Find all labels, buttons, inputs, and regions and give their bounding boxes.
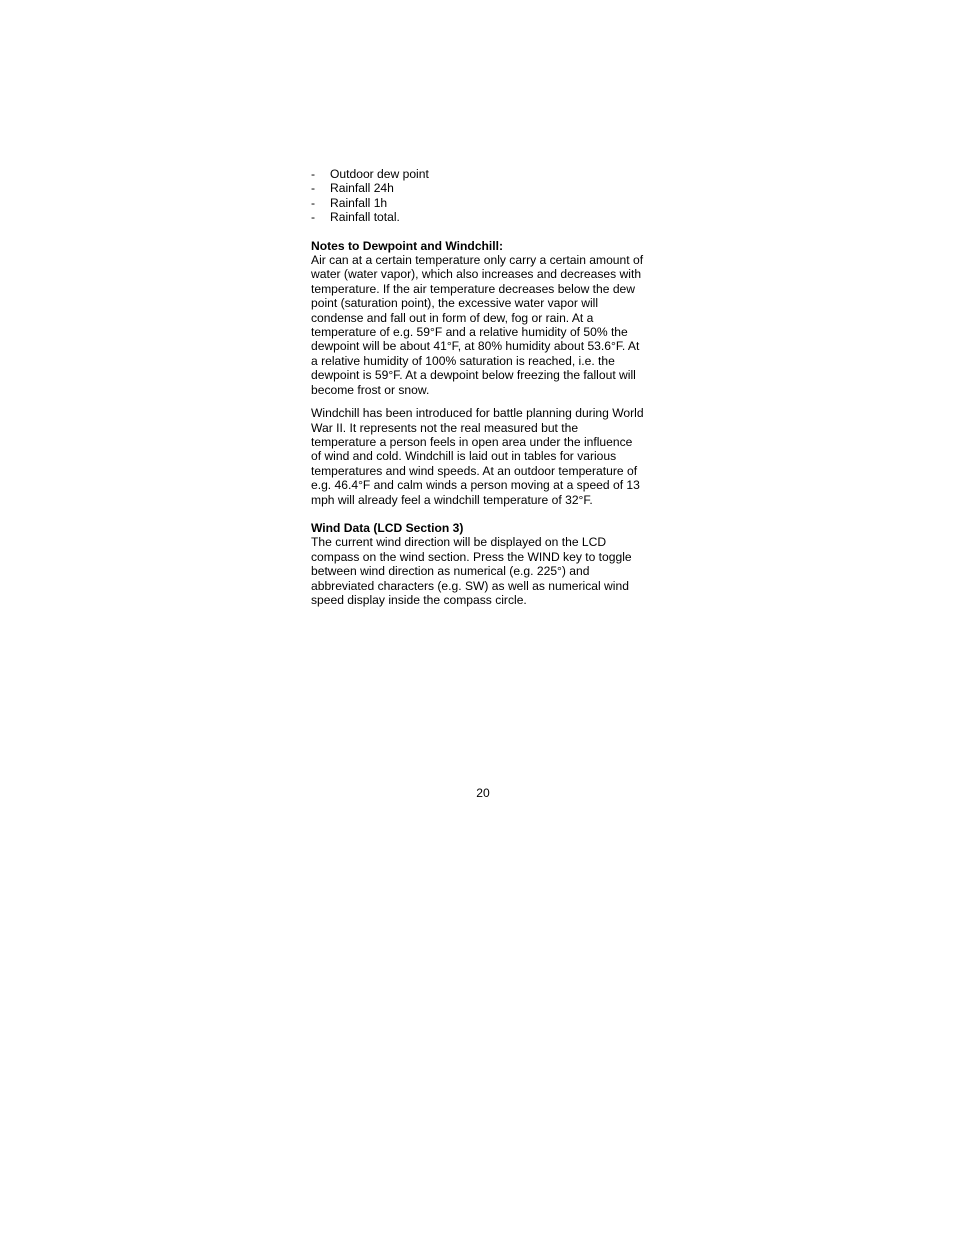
dewpoint-heading: Notes to Dewpoint and Windchill:: [311, 238, 504, 253]
page-content: [311, 167, 663, 607]
reading-list: [311, 167, 663, 225]
list-dash: -: [311, 195, 316, 210]
list-item: [311, 210, 663, 224]
dewpoint-paragraph: Air can at a certain temperature only carry a certain amount of water (water vapor), which also increases and decreases with temperature. If the air temperature decreases below the dew point (saturation point), the excessive water vapor will condense and fall out in form of dew, fog or rain. At a temperature of e.g. 59°F and a relative humidity of 50% the dewpoint will be about 41°F, at 80% humidity about 53.6°F. At a relative humidity of 100% saturation is reached, i.e. the dewpoint is 59°F. At a dewpoint below freezing the fallout will become frost or snow.: [311, 253, 644, 397]
wind-data-paragraph: The current wind direction will be displayed on the LCD compass on the wind section. Press the WIND key to toggle between wind direction as numerical (e.g. 225°) and abbreviated characters (e.g. SW) as well as numerical wind speed display inside the compass circle.: [311, 535, 632, 607]
list-item-text: Outdoor dew point: [330, 167, 429, 181]
list-dash: -: [311, 167, 316, 181]
wind-data-heading: Wind Data (LCD Section 3): [311, 520, 464, 535]
list-item: [311, 181, 663, 195]
list-item-text: Rainfall 24h: [330, 181, 394, 196]
list-dash: -: [311, 210, 316, 225]
list-dash: -: [311, 181, 316, 196]
page-number: 20: [476, 786, 490, 800]
list-item: [311, 196, 663, 210]
list-item-text: Rainfall total.: [330, 210, 400, 225]
list-item-text: Rainfall 1h: [330, 195, 388, 210]
list-item: [311, 167, 663, 181]
windchill-paragraph: Windchill has been introduced for battle planning during World War II. It represents not the real measured but the temperature a person feels in open area under the influence of wind and cold. Windchill is laid out in tables for various temperatures and wind speeds. At an outdoor temperature of e.g. 46.4°F and calm winds a person moving at a speed of 13 mph will already feel a windchill temperature of 32°F.: [311, 406, 644, 507]
